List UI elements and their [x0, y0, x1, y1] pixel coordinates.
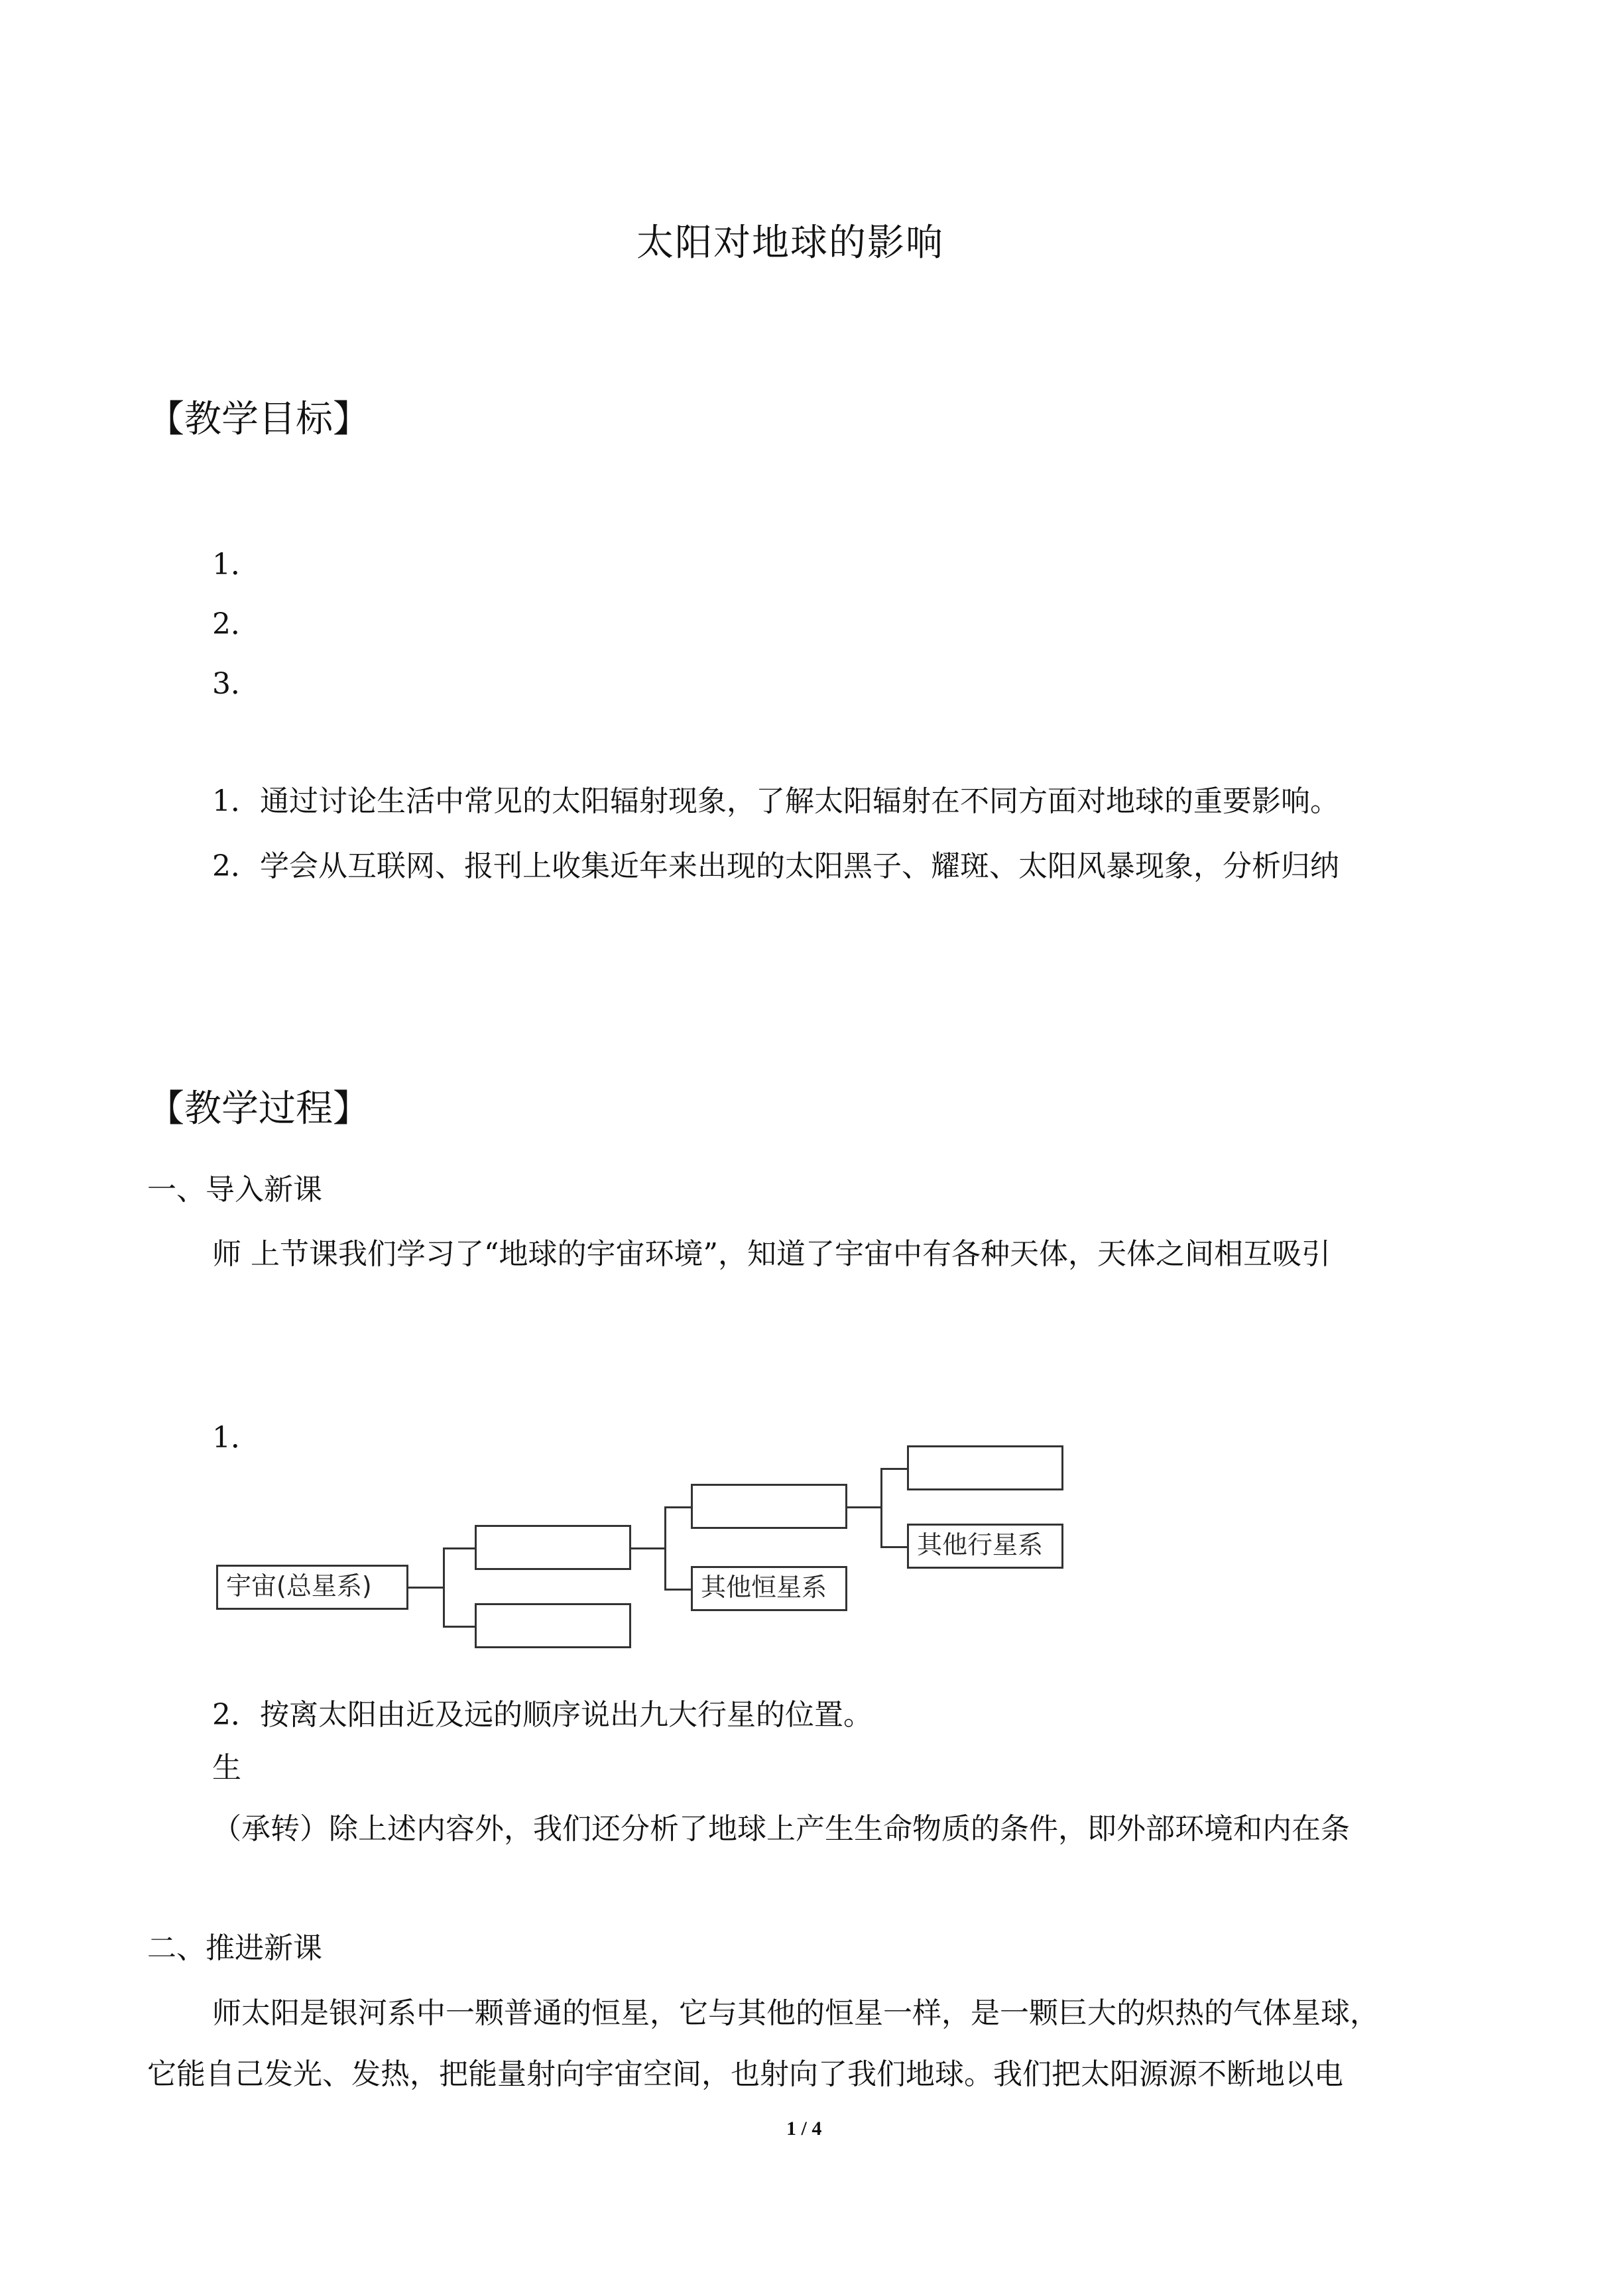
page-number: 1 / 4: [786, 2118, 822, 2140]
connector: [880, 1468, 907, 1470]
connector: [880, 1468, 882, 1547]
connector: [664, 1589, 691, 1591]
intro-heading: 一、导入新课: [147, 1173, 322, 1207]
diagram-other-planetary-systems-box: 其他行星系: [907, 1524, 1063, 1569]
goals-heading: 【教学目标】: [147, 398, 370, 441]
diagram-other-star-systems-box: 其他恒星系: [691, 1566, 847, 1611]
question-1-number: 1．: [212, 1421, 260, 1455]
connector: [443, 1547, 475, 1549]
transition-text: （承转）除上述内容外，我们还分析了地球上产生生命物质的条件，即外部环境和内在条: [212, 1812, 1350, 1846]
diagram-level1-bottom-box: [475, 1603, 631, 1648]
connector: [443, 1547, 445, 1627]
connector: [408, 1587, 444, 1589]
goals-item-2: 2．学会从互联网、报刊上收集近年来出现的太阳黑子、耀斑、太阳风暴现象，分析归纳: [212, 849, 1339, 883]
diagram-level2-top-box: [691, 1484, 847, 1529]
connector: [631, 1547, 666, 1549]
diagram-level1-top-box: [475, 1525, 631, 1570]
connector: [880, 1546, 907, 1548]
document-title: 太阳对地球的影响: [636, 221, 944, 265]
new-lesson-text-2: 它能自己发光、发热，把能量射向宇宙空间，也射向了我们地球。我们把太阳源源不断地以电: [147, 2057, 1343, 2091]
connector: [664, 1506, 691, 1508]
student-label: 生: [212, 1751, 241, 1785]
connector: [847, 1506, 882, 1508]
goals-number-2: 2．: [212, 607, 260, 641]
process-heading: 【教学过程】: [147, 1087, 370, 1130]
new-lesson-heading: 二、推进新课: [147, 1931, 322, 1965]
question-2-text: 2．按离太阳由近及远的顺序说出九大行星的位置。: [212, 1698, 872, 1732]
diagram-root-box: 宇宙(总星系): [216, 1565, 408, 1610]
new-lesson-text-1: 师太阳是银河系中一颗普通的恒星，它与其他的恒星一样，是一颗巨大的炽热的气体星球，: [212, 1996, 1379, 2030]
diagram-level3-top-box: [907, 1445, 1063, 1490]
goals-number-3: 3．: [212, 667, 260, 701]
connector: [443, 1626, 475, 1628]
goals-number-1: 1．: [212, 548, 260, 581]
intro-text: 师 上节课我们学习了“地球的宇宙环境”，知道了宇宙中有各种天体，天体之间相互吸引: [212, 1237, 1331, 1271]
goals-item-1: 1．通过讨论生活中常见的太阳辐射现象，了解太阳辐射在不同方面对地球的重要影响。: [212, 784, 1339, 818]
connector: [664, 1506, 666, 1590]
